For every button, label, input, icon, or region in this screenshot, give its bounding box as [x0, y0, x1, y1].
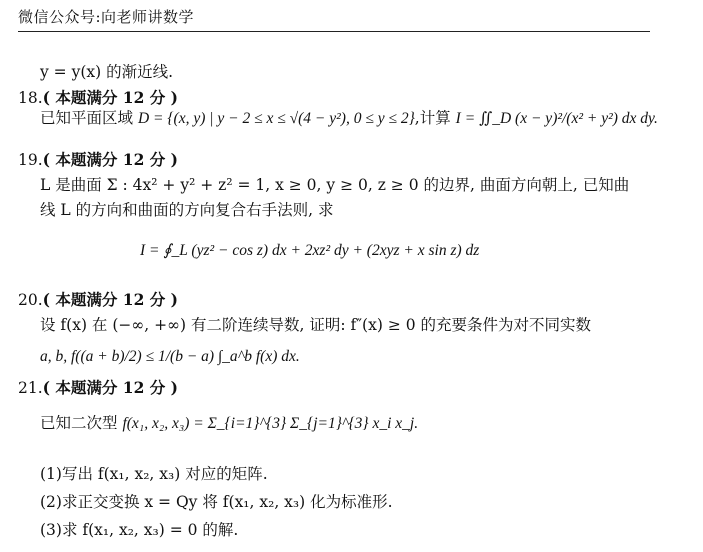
q19-formula: I = ∮_L (yz² − cos z) dx + 2xz² dy + (2xyz + x sin z) dz [140, 242, 480, 259]
q19-line-1: L 是曲面 Σ : 4x² + y² + z² = 1, x ≥ 0, y ≥ 0, z ≥ 0 的边界, 曲面方向朝上, 已知曲 [40, 176, 630, 194]
q20-number: 20. [18, 291, 43, 309]
q18-tag: ( 本题满分 12 分 ) [42, 88, 178, 107]
q18-set-expression: D = {(x, y) | y − 2 ≤ x ≤ √(4 − y²), 0 ≤ y ≤ 2} [137, 110, 415, 127]
header-title: 微信公众号:向老师讲数学 [18, 8, 195, 26]
q19-tag: ( 本题满分 12 分 ) [42, 150, 178, 169]
q19-line-2: 线 L 的方向和曲面的方向复合右手法则, 求 [40, 201, 334, 219]
q18-number: 18. [18, 89, 43, 107]
q21-intro: 已知二次型 [40, 414, 118, 432]
q20-line-1: 设 f(x) 在 (−∞, +∞) 有二阶连续导数, 证明: f″(x) ≥ 0 的充要条件为对不同实数 [40, 316, 592, 334]
q21-tag: ( 本题满分 12 分 ) [42, 378, 178, 397]
q18-text-b: ,计算 [414, 109, 451, 127]
q21-statement [40, 413, 418, 434]
q18-integral: I = ∬_D (x − y)²/(x² + y²) dx dy. [455, 110, 658, 127]
q21-quadratic-form: f(x₁, x₂, x₃) = Σ_{i=1}^{3} Σ_{j=1}^{3} x_i x_j. [122, 415, 419, 432]
q21-number: 21. [18, 379, 43, 397]
q21-part-3: (3)求 f(x₁, x₂, x₃) = 0 的解. [40, 521, 239, 539]
q21-part-1: (1)写出 f(x₁, x₂, x₃) 对应的矩阵. [40, 465, 268, 483]
page-header [18, 6, 650, 32]
q21-part-2: (2)求正交变换 x = Qy 将 f(x₁, x₂, x₃) 化为标准形. [40, 493, 393, 511]
q19-heading [18, 150, 178, 170]
q18-heading [18, 88, 178, 108]
q18-statement [40, 108, 658, 129]
q21-heading [18, 378, 178, 398]
q20-line-2: a, b, f((a + b)/2) ≤ 1/(b − a) ∫_a^b f(x) dx. [40, 348, 300, 365]
q18-text-a: 已知平面区域 [40, 109, 134, 127]
q20-heading [18, 290, 178, 310]
prev-problem-tail: y = y(x) 的渐近线. [40, 63, 174, 81]
q19-number: 19. [18, 151, 43, 169]
q20-tag: ( 本题满分 12 分 ) [42, 290, 178, 309]
